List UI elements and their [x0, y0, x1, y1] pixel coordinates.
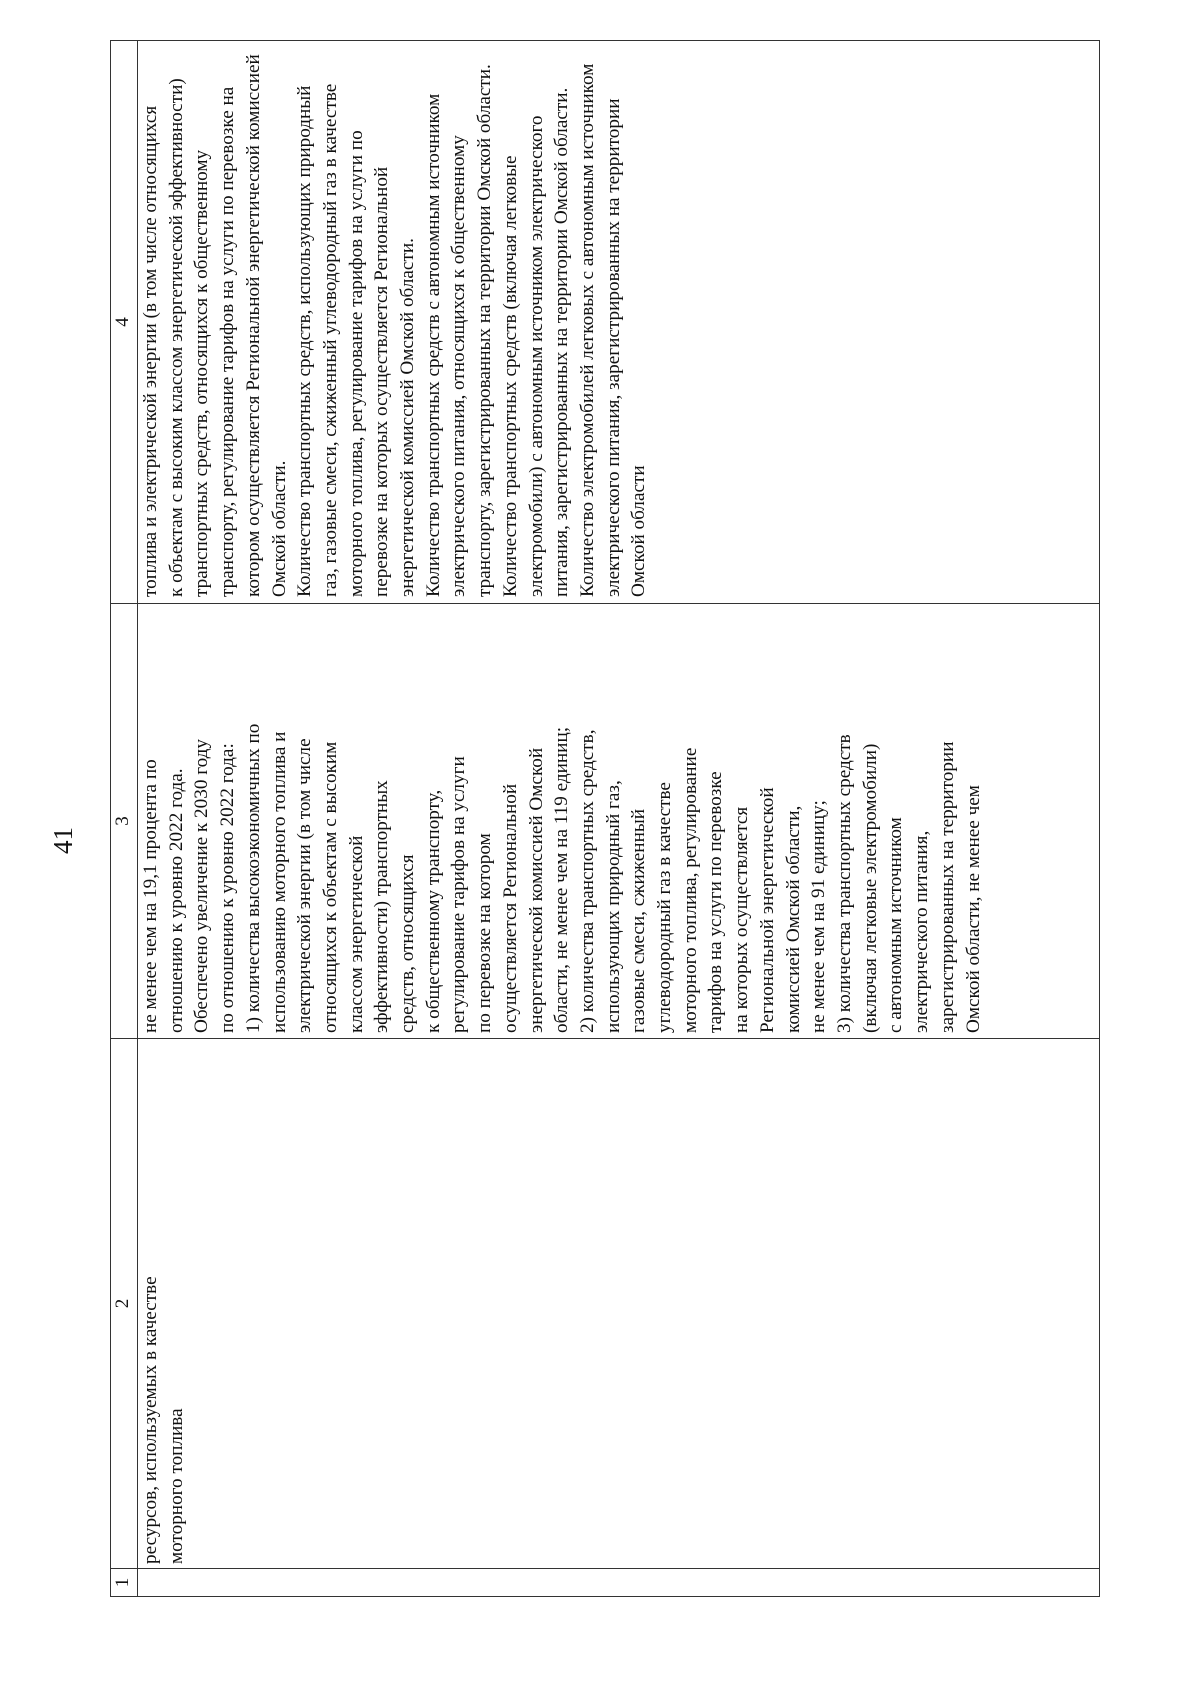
text-line: моторного топлива, регулирование тарифов на услуги по [345, 130, 367, 597]
text-line: котором осуществляется Региональной энергетической комиссией [242, 54, 264, 597]
page-number [50, 826, 78, 872]
text-line: комиссией Омской области, [782, 805, 804, 1033]
text-line: области, не менее чем на 119 единиц; [551, 726, 573, 1033]
text-line: Количество транспортных средств (включая легковые [499, 155, 521, 597]
table-header-row [111, 41, 138, 1597]
text-line: Обеспечено увеличение к 2030 году [191, 738, 213, 1033]
text-line: 3) количества транспортных средств [833, 734, 855, 1033]
text-line: энергетической комиссией Омской [525, 747, 547, 1033]
text-line: электрической энергии (в том числе [294, 738, 316, 1033]
text-line: моторного топлива, регулирование [679, 747, 701, 1033]
text-line: Количество электромобилей легковых с автономным источником [576, 63, 598, 597]
header-col-1: 1 [111, 1569, 138, 1597]
text-line: по перевозке на котором [474, 833, 496, 1033]
text-line: электрического питания, относящихся к общественному [448, 135, 470, 597]
rotated-table-container [110, 41, 1100, 1597]
text-line: Количество транспортных средств, использующих природный [294, 85, 316, 597]
text-line: к объектам с высоким классом энергетической эффективности) [165, 78, 187, 597]
text-line: энергетической комиссией Омской области. [397, 238, 419, 597]
text-line: перевозке на которых осуществляется Региональной [371, 166, 393, 597]
text-line: Омской области, не менее чем [962, 785, 984, 1033]
text-line: питания, зарегистрированных на территории Омской области. [551, 87, 573, 597]
text-line: электрического питания, зарегистрированных на территории [602, 98, 624, 597]
text-line: электромобили) с автономным источником электрического [525, 115, 547, 597]
text-line: регулирование тарифов на услуги [448, 756, 470, 1033]
text-line: к общественному транспорту, [422, 789, 444, 1033]
text-line: (включая легковые электромобили) [859, 743, 881, 1033]
text-line: электрического питания, [911, 830, 933, 1033]
text-line: газовые смеси, сжиженный [628, 808, 650, 1033]
cell-col-2 [138, 1039, 1100, 1569]
text-line: на которых осуществляется [731, 806, 753, 1033]
data-table [110, 40, 1100, 1597]
header-col-2: 2 [111, 1039, 138, 1569]
text-line: газ, газовые смеси, сжиженный углеводородный газ в качестве [319, 83, 341, 597]
text-line: углеводородный газ в качестве [654, 782, 676, 1033]
text-line: 2) количества транспортных средств, [576, 729, 598, 1033]
text-line: Омской области [628, 465, 650, 597]
text-line: топлива и электрической энергии (в том числе относящихся [140, 105, 161, 597]
text-line: 1) количества высокоэкономичных по [242, 723, 264, 1033]
text-line: с автономным источником [885, 817, 907, 1033]
text-line: транспорту, зарегистрированных на территории Омской области. [474, 64, 496, 597]
text-line: транспорту, регулирование тарифов на услуги по перевозке на [217, 86, 239, 597]
cell-col-4 [138, 41, 1100, 604]
text-line: относящихся к объектам с высоким [319, 741, 341, 1033]
text-line: не менее чем на 19,1 процента по [140, 759, 161, 1033]
table-row [138, 41, 1100, 1597]
text-line: средств, относящихся [397, 854, 419, 1033]
page-number-text: 41 [48, 827, 78, 854]
text-line: эффективности) транспортных [371, 780, 393, 1033]
text-line: зарегистрированных на территории [936, 741, 958, 1033]
text-line: использующих природный газ, [602, 780, 624, 1033]
header-col-3: 3 [111, 604, 138, 1039]
text-line: не менее чем на 91 единицу; [808, 800, 830, 1033]
text-line: по отношению к уровню 2022 года: [217, 743, 239, 1033]
text-line: классом энергетической [345, 835, 367, 1033]
text-line: отношению к уровню 2022 года. [165, 768, 187, 1033]
header-col-4: 4 [111, 41, 138, 604]
text-line: Региональной энергетической [756, 787, 778, 1033]
text-line: транспортных средств, относящихся к общественному [191, 149, 213, 597]
text-line: ресурсов, используемых в качестве [140, 1276, 161, 1564]
text-line: Омской области. [268, 460, 290, 597]
text-line: тарифов на услуги по перевозке [705, 771, 727, 1033]
text-line: осуществляется Региональной [499, 783, 521, 1033]
text-line: использованию моторного топлива и [268, 731, 290, 1033]
text-line: моторного топлива [165, 1408, 187, 1564]
text-line: Количество транспортных средств с автономным источником [422, 93, 444, 597]
cell-col-3 [138, 604, 1100, 1039]
cell-col-1 [138, 1569, 1100, 1597]
